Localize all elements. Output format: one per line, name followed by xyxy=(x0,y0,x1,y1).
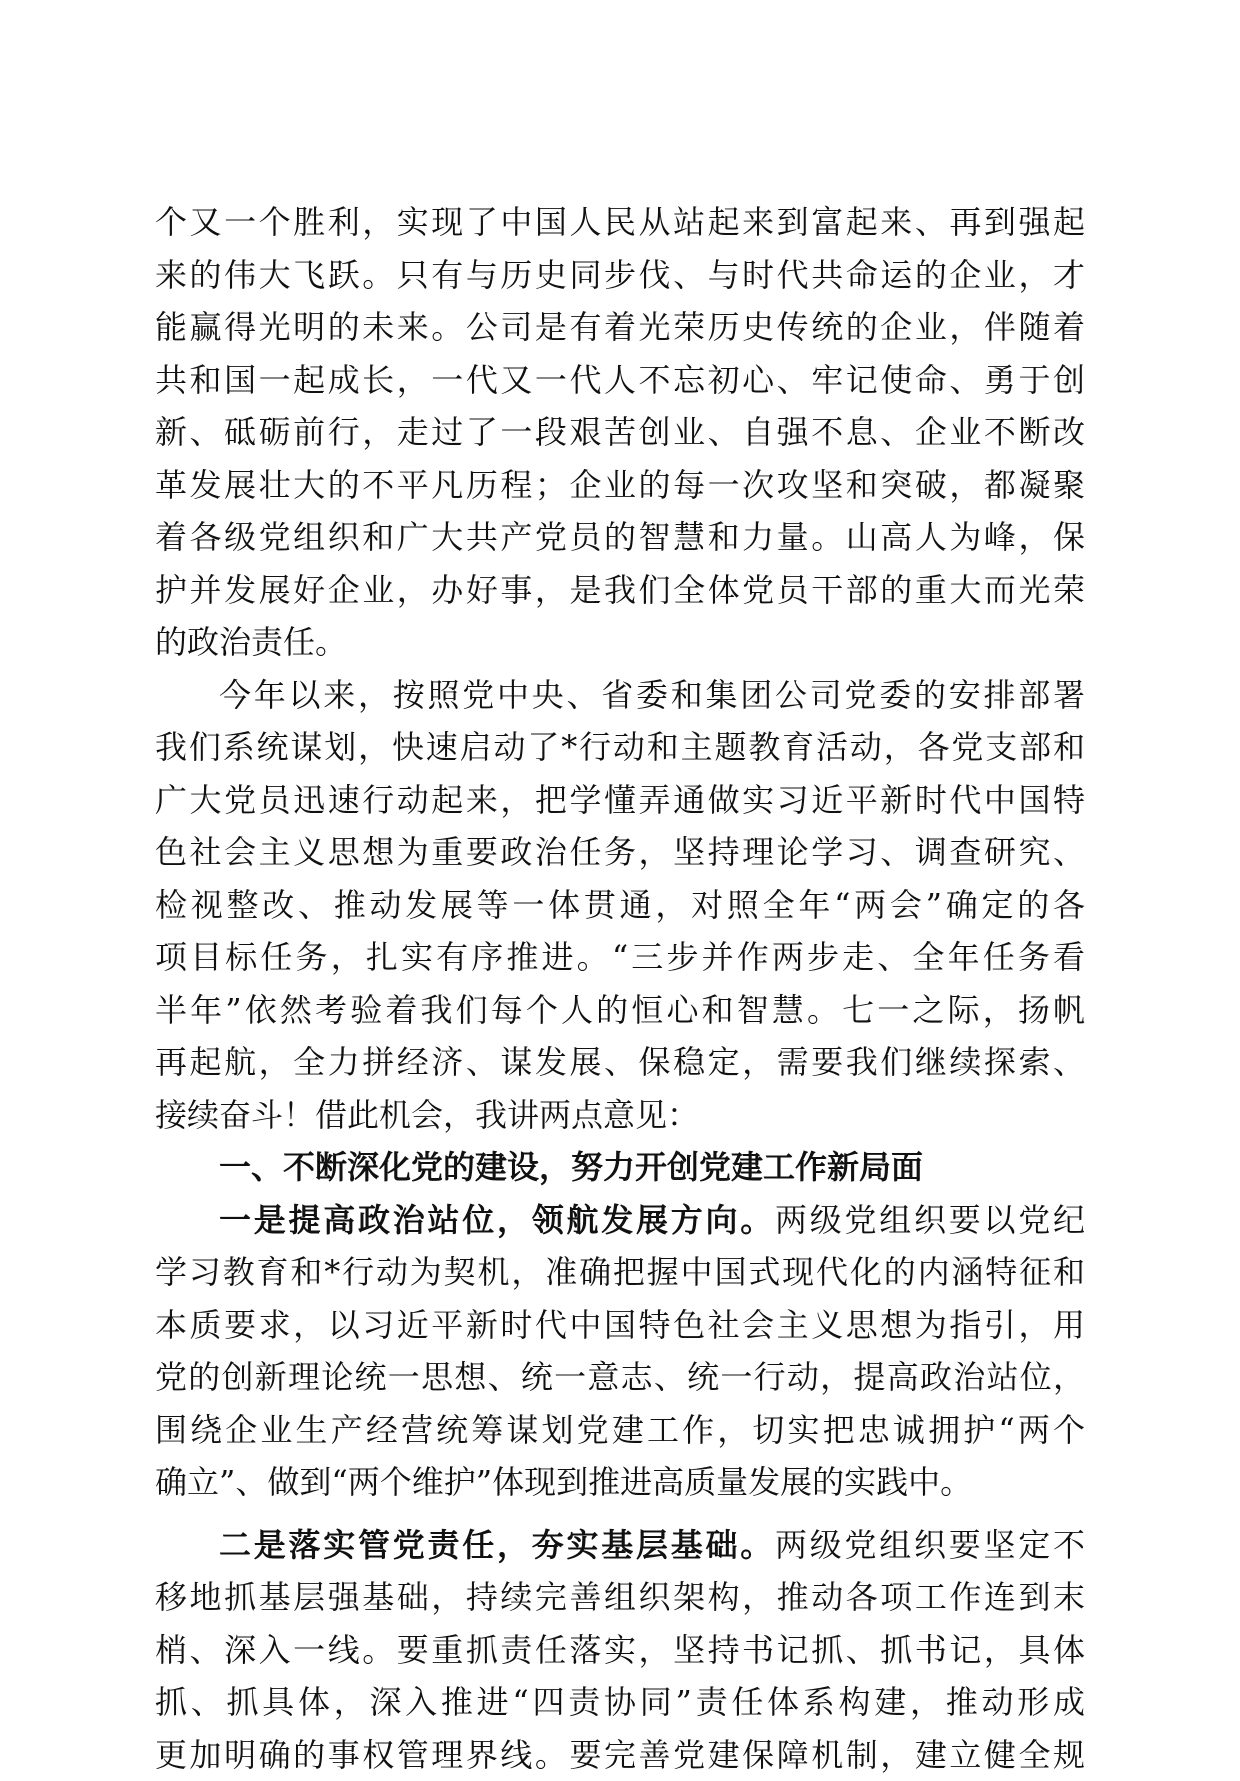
p3-line-6: 确立”、做到“两个维护”体现到推进高质量发展的实践中。 xyxy=(155,1456,1085,1509)
p2-line-9: 接续奋斗！借此机会，我讲两点意见： xyxy=(155,1089,1085,1142)
p4-line-2: 移地抓基层强基础，持续完善组织架构，推动各项工作连到末 xyxy=(155,1571,1085,1624)
p4-line-1 xyxy=(155,1519,1085,1572)
p3-line-2: 学习教育和*行动为契机，准确把握中国式现代化的内涵特征和 xyxy=(155,1246,1085,1299)
document-body xyxy=(155,196,1085,1781)
p2-line-6: 项目标任务，扎实有序推进。“三步并作两步走、全年任务看 xyxy=(155,931,1085,984)
p2-line-5: 检视整改、推动发展等一体贯通，对照全年“两会”确定的各 xyxy=(155,879,1085,932)
p2-line-3: 广大党员迅速行动起来，把学懂弄通做实习近平新时代中国特 xyxy=(155,774,1085,827)
p4-line-5: 更加明确的事权管理界线。要完善党建保障机制，建立健全规 xyxy=(155,1729,1085,1781)
p3-line-4: 党的创新理论统一思想、统一意志、统一行动，提高政治站位， xyxy=(155,1351,1085,1404)
p1-line-8: 护并发展好企业，办好事，是我们全体党员干部的重大而光荣 xyxy=(155,564,1085,617)
p3-line-3: 本质要求，以习近平新时代中国特色社会主义思想为指引，用 xyxy=(155,1299,1085,1352)
p2-line-8: 再起航，全力拼经济、谋发展、保稳定，需要我们继续探索、 xyxy=(155,1036,1085,1089)
p3-line-1 xyxy=(155,1194,1085,1247)
p3-line-5: 围绕企业生产经营统筹谋划党建工作，切实把忠诚拥护“两个 xyxy=(155,1404,1085,1457)
p4-first-line-rest: 两级党组织要坚定不 xyxy=(775,1526,1085,1564)
p1-line-3: 能赢得光明的未来。公司是有着光荣历史传统的企业，伴随着 xyxy=(155,301,1085,354)
p4-line-4: 抓、抓具体，深入推进“四责协同”责任体系构建，推动形成 xyxy=(155,1676,1085,1729)
p1-line-4: 共和国一起成长，一代又一代人不忘初心、牢记使命、勇于创 xyxy=(155,354,1085,407)
p2-line-7: 半年”依然考验着我们每个人的恒心和智慧。七一之际，扬帆 xyxy=(155,984,1085,1037)
p2-line-2: 我们系统谋划，快速启动了*行动和主题教育活动，各党支部和 xyxy=(155,721,1085,774)
p1-line-7: 着各级党组织和广大共产党员的智慧和力量。山高人为峰，保 xyxy=(155,511,1085,564)
p2-line-1: 今年以来，按照党中央、省委和集团公司党委的安排部署 xyxy=(155,669,1085,722)
p2-line-4: 色社会主义思想为重要政治任务，坚持理论学习、调查研究、 xyxy=(155,826,1085,879)
p1-line-1: 个又一个胜利，实现了中国人民从站起来到富起来、再到强起 xyxy=(155,196,1085,249)
p4-line-3: 梢、深入一线。要重抓责任落实，坚持书记抓、抓书记，具体 xyxy=(155,1624,1085,1677)
p4-lead-phrase: 二是落实管党责任，夯实基层基础。 xyxy=(219,1526,775,1564)
p1-line-6: 革发展壮大的不平凡历程；企业的每一次攻坚和突破，都凝聚 xyxy=(155,459,1085,512)
p3-first-line-rest: 两级党组织要以党纪 xyxy=(775,1201,1085,1239)
p1-line-9: 的政治责任。 xyxy=(155,616,1085,669)
p1-line-2: 来的伟大飞跃。只有与历史同步伐、与时代共命运的企业，才 xyxy=(155,249,1085,302)
p1-line-5: 新、砥砺前行，走过了一段艰苦创业、自强不息、企业不断改 xyxy=(155,406,1085,459)
section-heading-1: 一、不断深化党的建设，努力开创党建工作新局面 xyxy=(155,1141,1085,1194)
p3-lead-phrase: 一是提高政治站位，领航发展方向。 xyxy=(219,1201,775,1239)
